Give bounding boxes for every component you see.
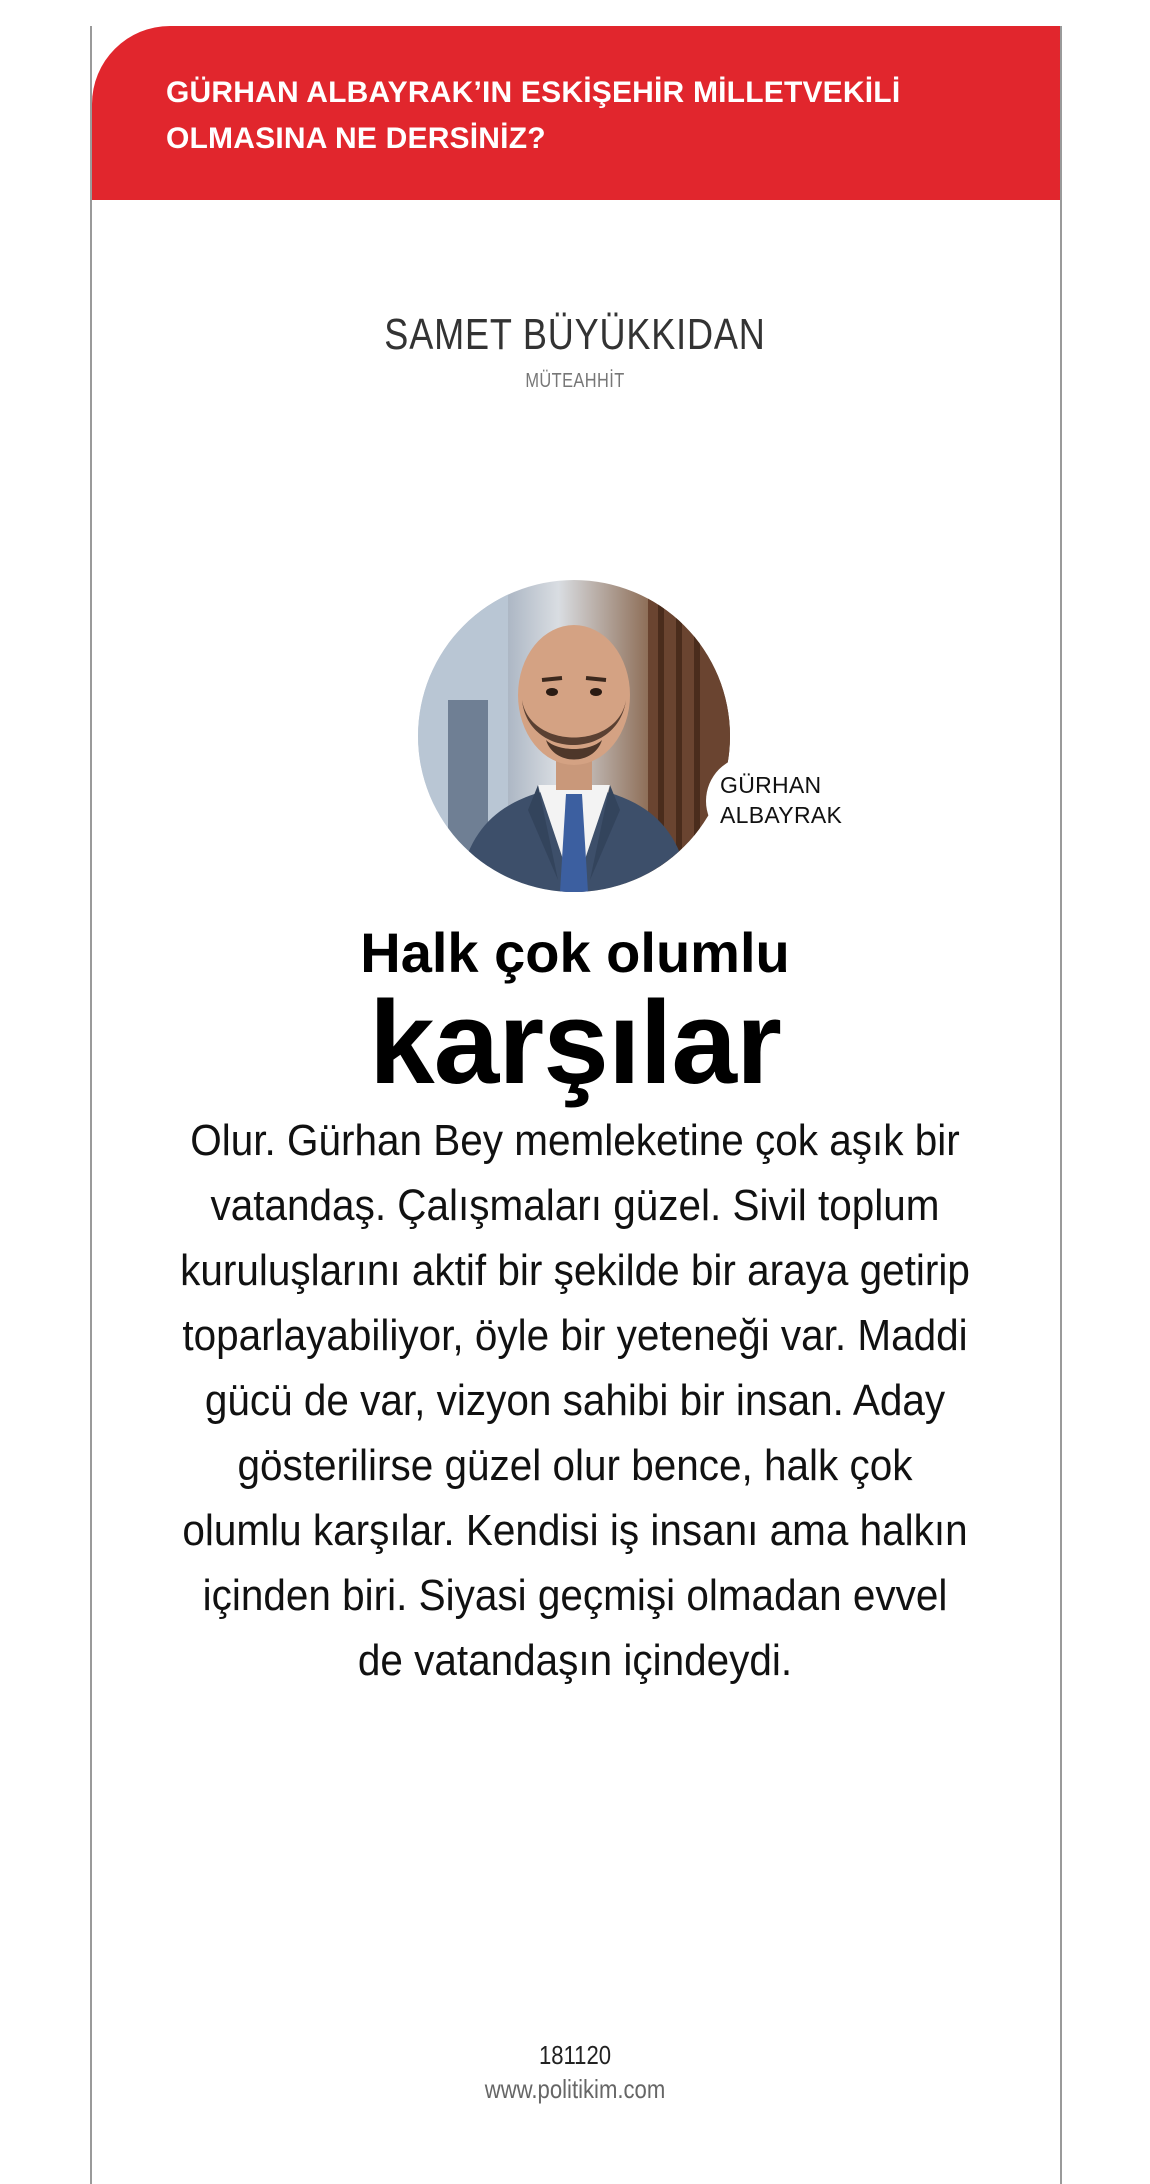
portrait xyxy=(418,580,730,892)
body-text: Olur. Gürhan Bey memleketine çok aşık bir vatandaş. Çalışmaları güzel. Sivil toplum kuruluşlarını aktif bir şekilde bir araya getirip toparlayabiliyor, öyle bir yeteneği var. Maddi gücü de var, vizyon sahibi bir insan. Aday gösterilirse güzel olur bence, halk çok olumlu karşılar. Kendisi iş insanı ama halkın içinden biri. Siyasi geçmişi olmadan evvel de vatandaşın içindeydi. xyxy=(180,1116,970,1685)
header-title: GÜRHAN ALBAYRAK’IN ESKİŞEHİR MİLLETVEKİLİ OLMASINA NE DERSİNİZ? xyxy=(166,76,901,155)
caption-last-name: ALBAYRAK xyxy=(720,802,843,828)
portrait-photo xyxy=(418,580,730,892)
footer-code: 181120 xyxy=(538,2040,612,2070)
person-illustration xyxy=(418,580,730,892)
portrait-caption xyxy=(720,770,842,830)
author-role: MÜTEAHHİT xyxy=(525,370,625,392)
headline-main: karşılar xyxy=(369,977,781,1109)
header-band xyxy=(92,26,1060,200)
footer-url: www.politikim.com xyxy=(484,2074,666,2104)
author-name: SAMET BÜYÜKKIDAN xyxy=(384,310,766,359)
caption-first-name: GÜRHAN xyxy=(720,772,822,798)
headline-sub: Halk çok olumlu xyxy=(360,921,790,984)
